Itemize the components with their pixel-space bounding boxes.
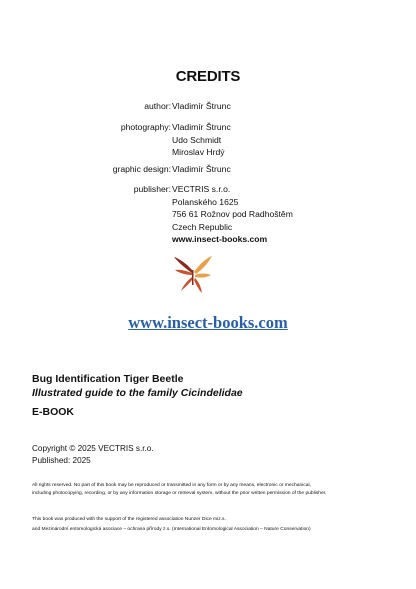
logo-wing-low-right — [194, 278, 202, 293]
credit-value: Vladimír Štrunc — [172, 122, 231, 132]
book-title: Bug Identification Tiger Beetle — [32, 373, 184, 385]
book-subtitle: Illustrated guide to the family Cicindelidae — [32, 387, 243, 399]
page-title: CREDITS — [175, 68, 241, 85]
copyright-text: Copyright © 2025 VECTRIS s.r.o. — [32, 444, 154, 453]
rights-notice — [32, 482, 326, 497]
credit-label: publisher: — [133, 184, 171, 194]
credit-value: Udo Schmidt — [172, 134, 222, 145]
credit-value: Polanského 1625 — [172, 196, 239, 207]
credit-value: Vladimír Štrunc — [172, 101, 231, 111]
support-notice — [32, 515, 311, 534]
support-line: This book was produced with the support of the registered association Nunzer Dice miz.s. — [32, 517, 226, 522]
published-text: Published: 2025 — [32, 456, 91, 465]
logo-wing-mid-right — [195, 274, 211, 278]
butterfly-logo-icon — [172, 253, 214, 295]
credit-value: 756 61 Rožnov pod Radhoštěm — [172, 209, 293, 219]
credit-label: photography: — [120, 122, 171, 132]
credit-value: VECTRIS s.r.o. — [172, 184, 231, 194]
credit-value: Vladimír Štrunc — [172, 164, 231, 174]
publisher-website[interactable]: www.insect-books.com — [172, 234, 268, 244]
logo-wing-top-right — [194, 256, 212, 274]
rights-line: All rights reserved. No part of this book may be reproduced or transmitted in any form or by any means, electronic or mechanical, — [32, 483, 311, 488]
credit-label: author: — [144, 101, 171, 111]
website-link[interactable]: www.insect-books.com — [128, 313, 288, 332]
rights-line: including photocopying, recording, or by any information storage or retrieval system, without the prior written permission of the publisher. — [32, 490, 327, 496]
book-format: E-BOOK — [32, 406, 74, 418]
copyright-block — [32, 443, 154, 467]
credit-label: graphic design: — [112, 164, 171, 174]
credit-value: Czech Republic — [172, 221, 233, 232]
support-line: and Mezinárodní entomologická asociace – ochrana přírody z.s. (International Entomological Association – Nature Conservation) — [32, 526, 311, 532]
logo-body — [192, 270, 194, 285]
logo-wing-low-left — [181, 277, 192, 291]
credit-value: Miroslav Hrdý — [172, 147, 225, 157]
